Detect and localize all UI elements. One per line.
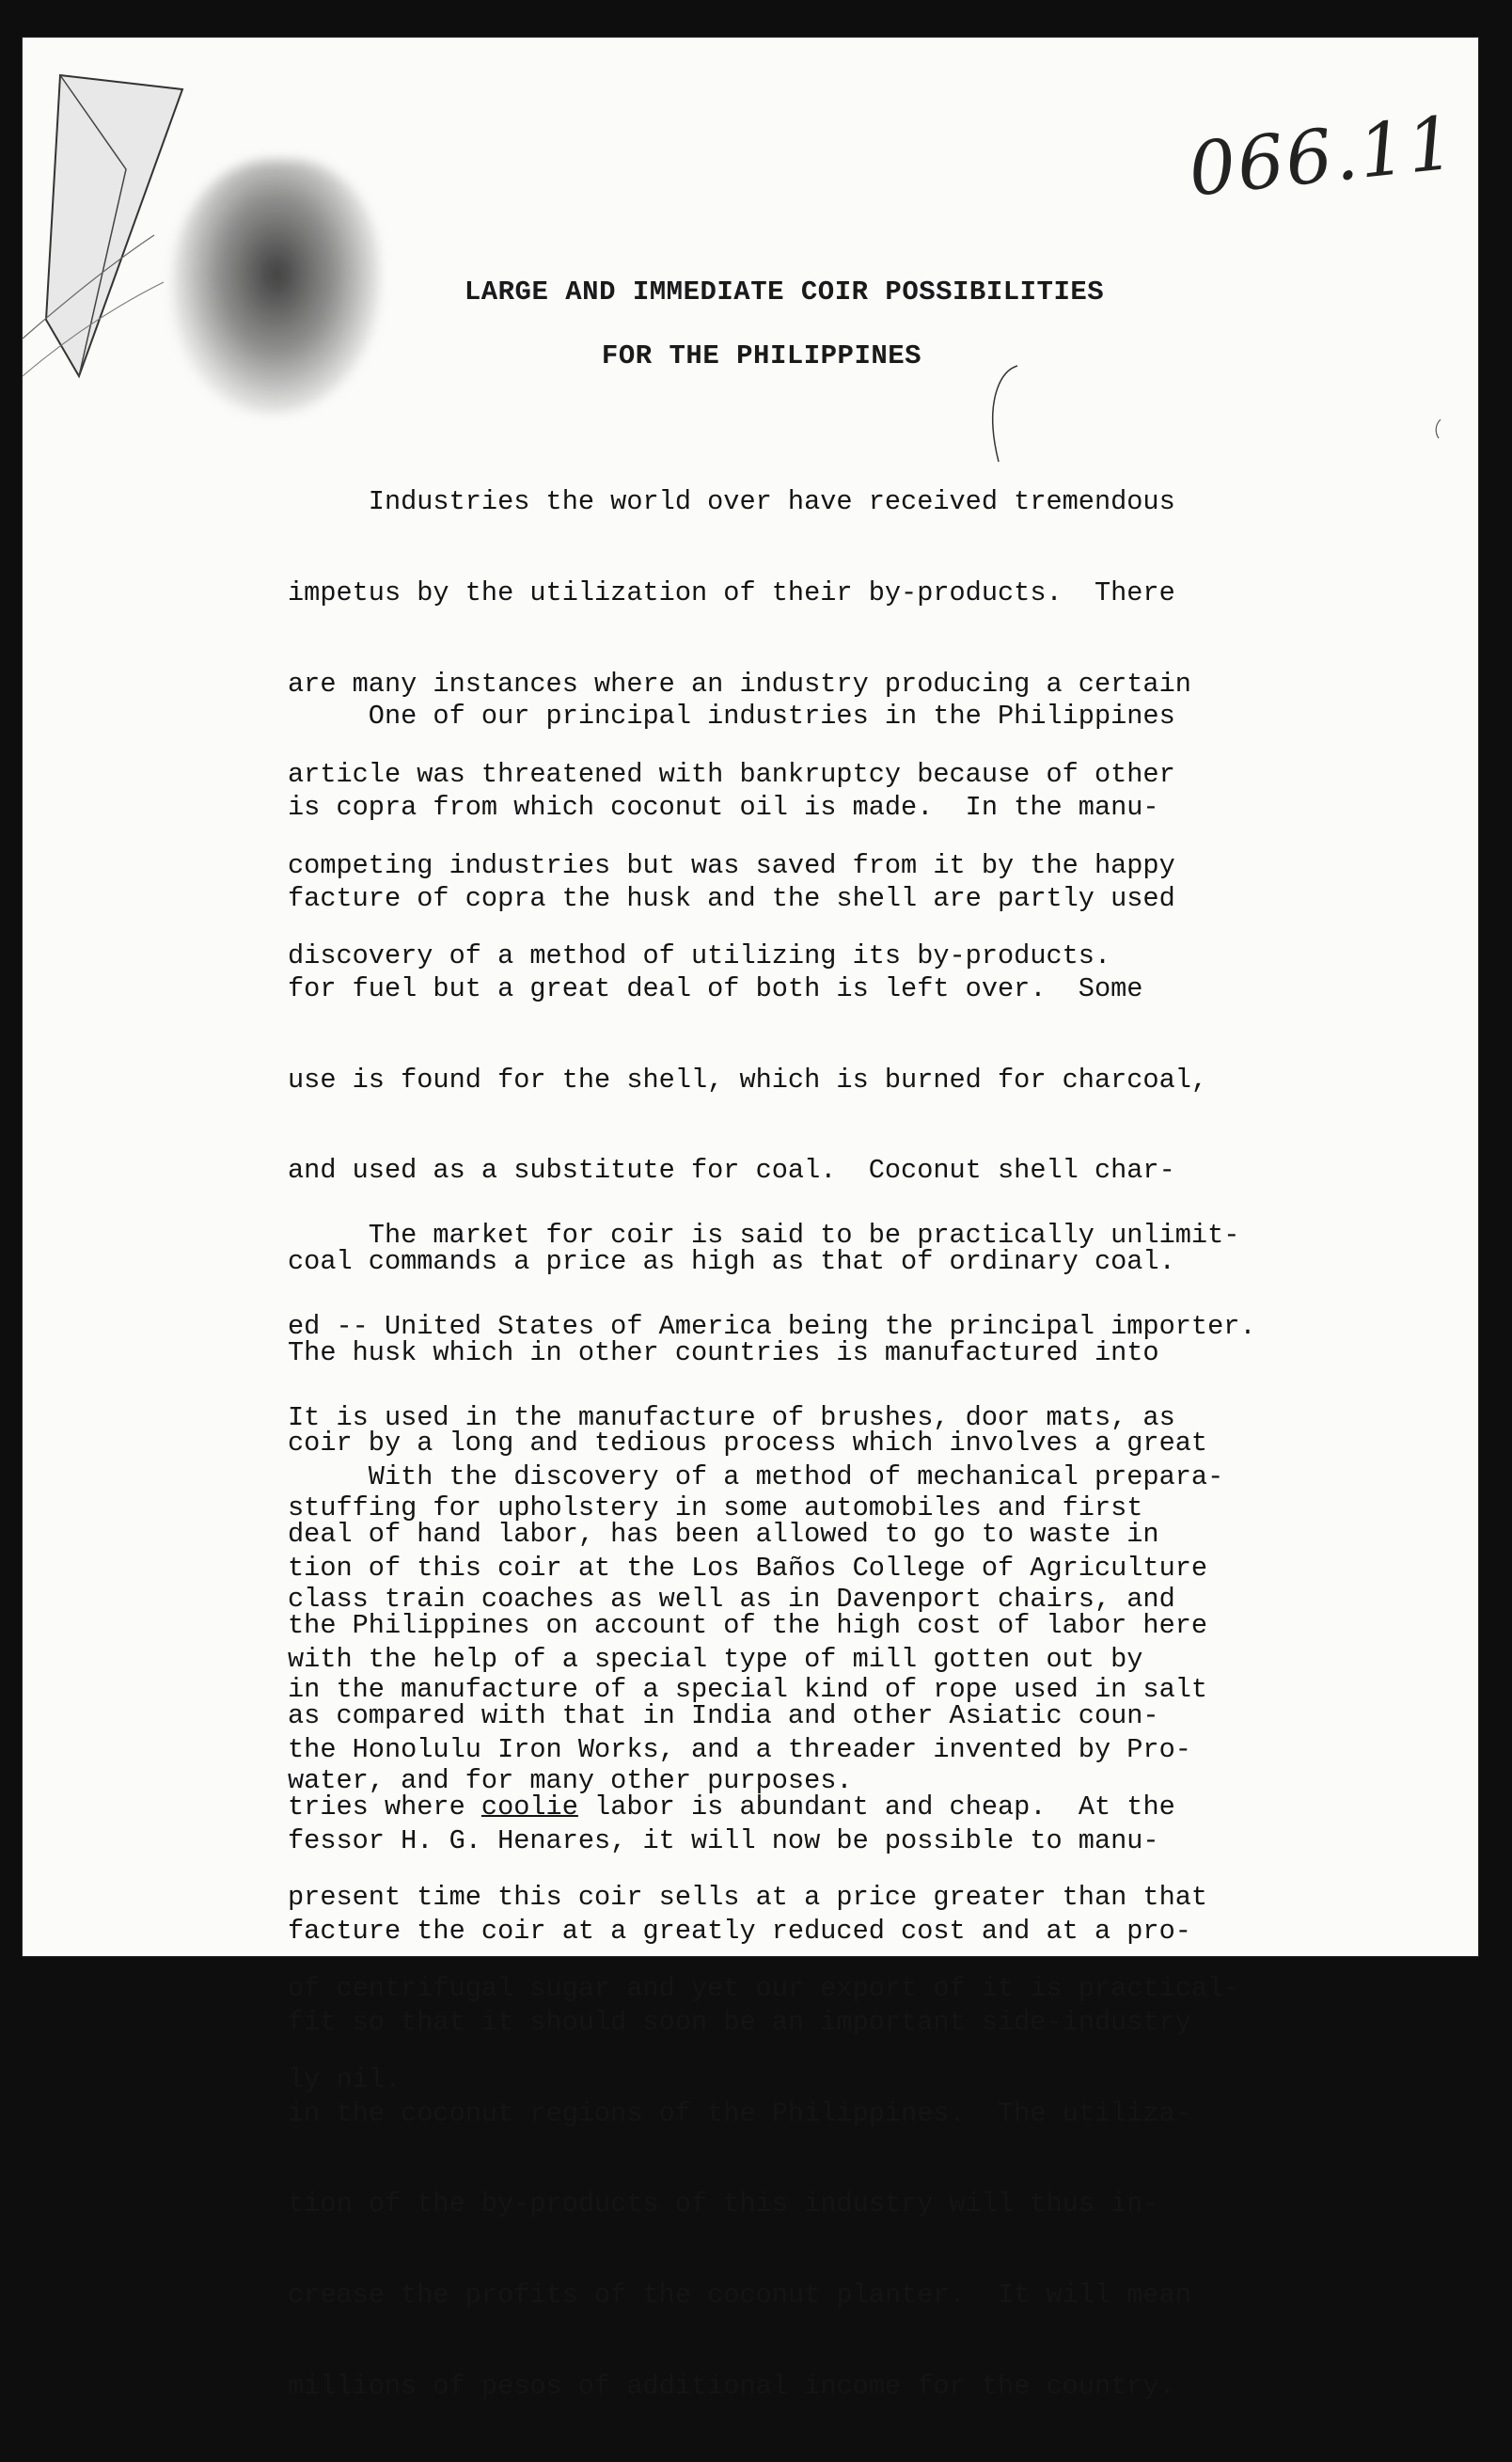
- text-line: is copra from which coconut oil is made. In the manu-: [288, 792, 1159, 824]
- text-line: as compared with that in India and other Asiatic coun-: [288, 1700, 1159, 1732]
- text-line: ly nil.: [288, 2063, 402, 2095]
- document-title: LARGE AND IMMEDIATE COIR POSSIBILITIES: [464, 276, 1105, 308]
- text-line: With the discovery of a method of mechanical prepara-: [288, 1461, 1224, 1493]
- text-line: ed -- United States of America being the principal importer.: [288, 1311, 1256, 1343]
- underlined-word: coolie: [480, 1791, 578, 1823]
- text-line: present time this coir sells at a price greater than that: [288, 1882, 1208, 1914]
- text-line: The market for coir is said to be practically unlimit-: [288, 1220, 1240, 1252]
- text-line: article was threatened with bankruptcy because of other: [288, 759, 1175, 791]
- text-line: It is used in the manufacture of brushes, door mats, as: [288, 1401, 1175, 1433]
- text-line: millions of pesos of additional income for the country.: [288, 2370, 1175, 2402]
- folded-corner: [23, 38, 305, 433]
- text-line: fessor H. G. Henares, it will now be possible to manu-: [288, 1824, 1159, 1856]
- document-subtitle: FOR THE PHILIPPINES: [601, 340, 922, 371]
- pencil-mark-small: [1429, 418, 1448, 440]
- text-line: impetus by the utilization of their by-products. There: [288, 577, 1175, 609]
- text-line: use is found for the shell, which is burned for charcoal,: [288, 1064, 1208, 1096]
- text-line: fit so that it should soon be an important side-industry: [288, 2007, 1191, 2039]
- text-line: One of our principal industries in the Philippines: [288, 701, 1175, 733]
- text-line: competing industries but was saved from it by the happy: [288, 849, 1175, 881]
- text-line: the Honolulu Iron Works, and a threader invented by Pro-: [288, 1734, 1191, 1766]
- text-line: in the manufacture of a special kind of rope used in salt: [288, 1674, 1208, 1706]
- text-line: discovery of a method of utilizing its by-products.: [288, 940, 1111, 972]
- text-line: coir by a long and tedious process which involves a great: [288, 1428, 1208, 1460]
- text-line: coal commands a price as high as that of ordinary coal.: [288, 1246, 1175, 1278]
- text-line: class train coaches as well as in Davenport chairs, and: [288, 1583, 1175, 1615]
- text-line: deal of hand labor, has been allowed to go to waste in: [288, 1518, 1159, 1550]
- text-line: water, and for many other purposes.: [288, 1765, 853, 1797]
- text-line: Industries the world over have received tremendous: [288, 486, 1175, 518]
- text-line: facture the coir at a greatly reduced cost and at a pro-: [288, 1916, 1191, 1948]
- text-line: and used as a substitute for coal. Coconut shell char-: [288, 1155, 1175, 1187]
- handwritten-number: 066.11: [1185, 101, 1460, 213]
- text-line: are many instances where an industry producing a certain: [288, 668, 1191, 700]
- text-line: in the coconut regions of the Philippines. The utiliza-: [288, 2097, 1191, 2129]
- text-line: for fuel but a great deal of both is left over. Some: [288, 973, 1143, 1005]
- text-segment: tries where: [288, 1791, 481, 1823]
- text-line: stuffing for upholstery in some automobiles and first: [288, 1492, 1143, 1524]
- text-line: The husk which in other countries is manufactured into: [288, 1336, 1159, 1368]
- text-line: crease the profits of the coconut planter. It will mean: [288, 2279, 1191, 2311]
- text-line: facture of copra the husk and the shell are partly used: [288, 882, 1175, 914]
- text-line: the Philippines on account of the high cost of labor here: [288, 1609, 1208, 1641]
- text-line: of centrifugal sugar and yet our export of it is practical-: [288, 1972, 1240, 2004]
- text-segment: labor is abundant and cheap. At the: [577, 1791, 1175, 1823]
- paragraph-4: [288, 1402, 1407, 2462]
- text-line: tion of the by-products of this industry will thus in-: [288, 2188, 1159, 2220]
- document-page: [23, 38, 1478, 2402]
- text-line: with the help of a special type of mill gotten out by: [288, 1643, 1143, 1675]
- text-line: tion of this coir at the Los Baños College of Agriculture: [288, 1553, 1208, 1585]
